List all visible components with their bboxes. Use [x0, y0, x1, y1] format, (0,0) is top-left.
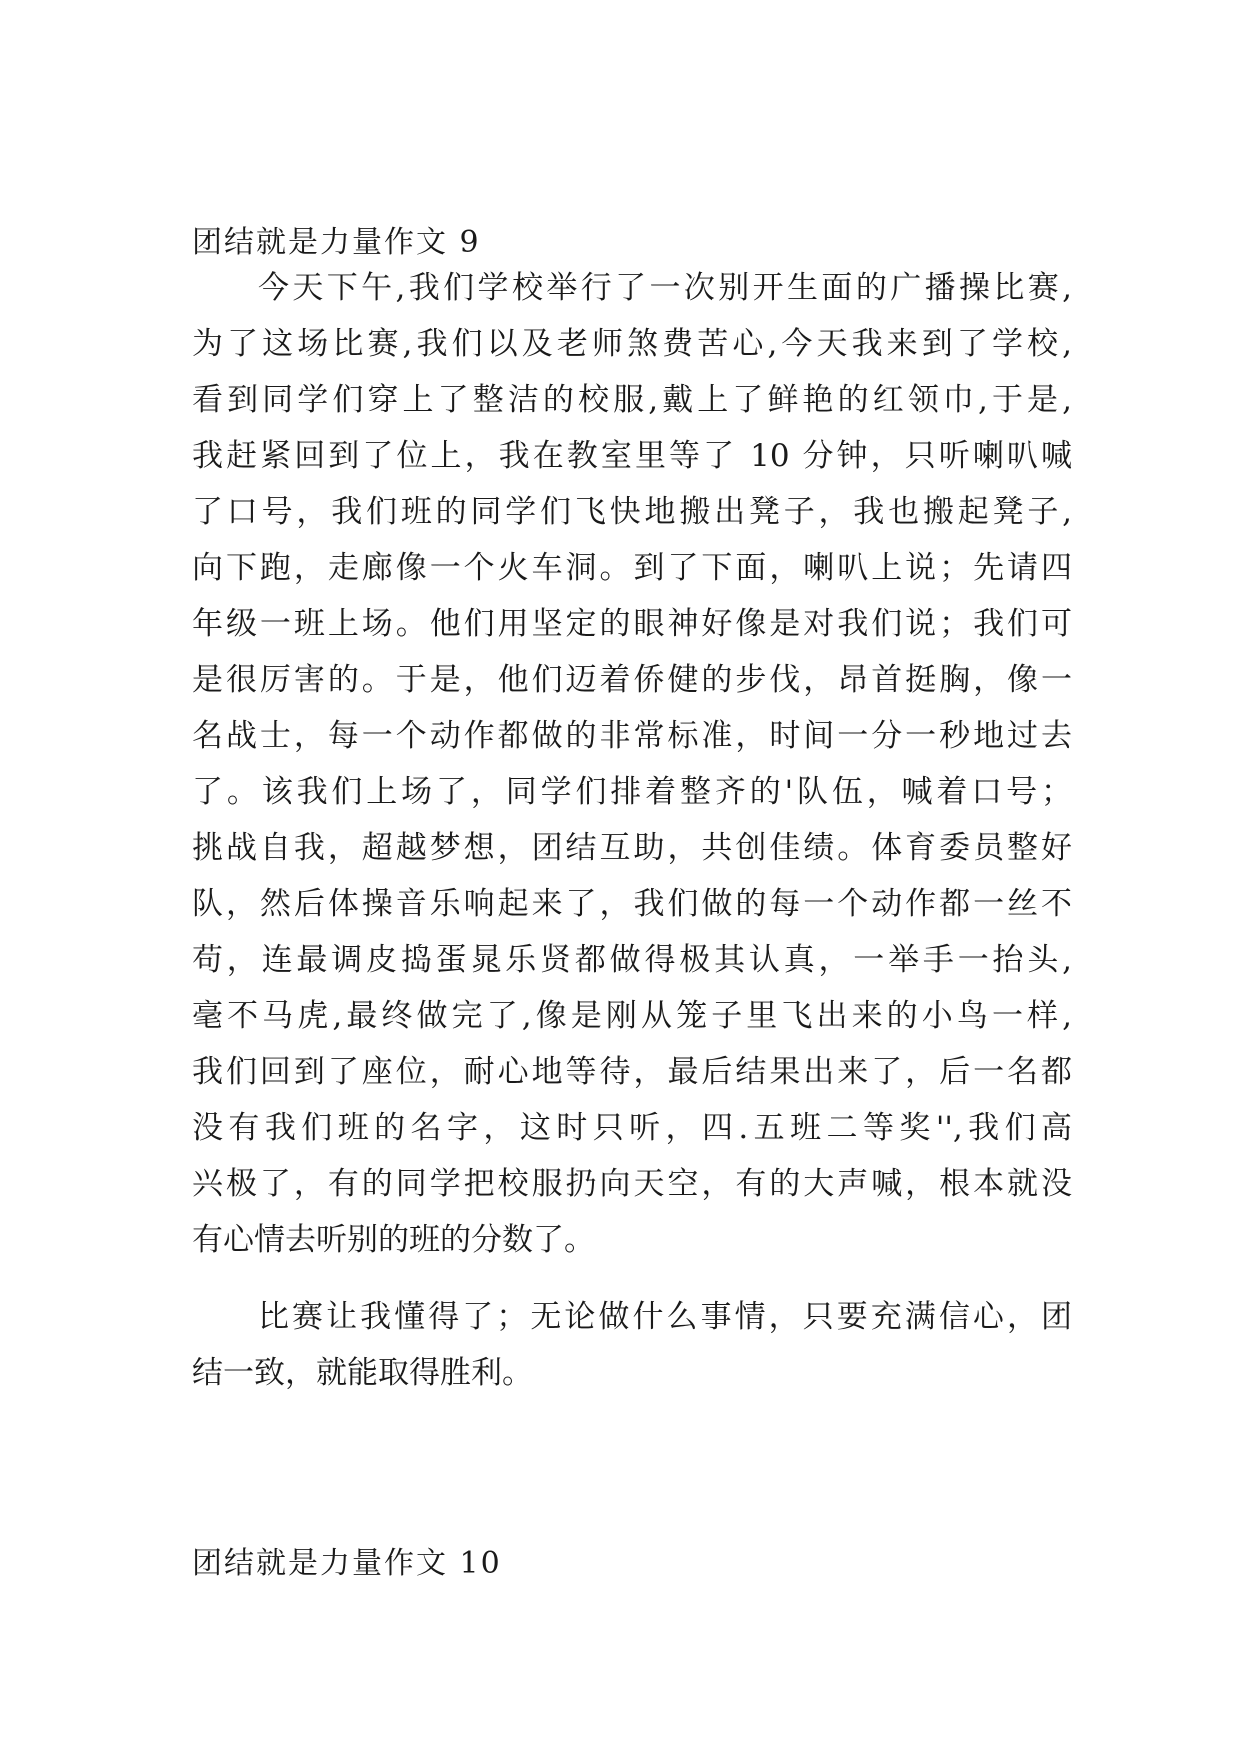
paragraph-1-line: 名战士，每一个动作都做的非常标准，时间一分一秒地过去 [192, 718, 1072, 754]
paragraph-1-line: 是很厉害的。于是，他们迈着侨健的步伐，昂首挺胸，像一 [192, 662, 1072, 698]
paragraph-1-line: 我赶紧回到了位上，我在教室里等了 10 分钟，只听喇叭喊 [192, 438, 1072, 474]
paragraph-1-line: 兴极了，有的同学把校服扔向天空，有的大声喊，根本就没 [192, 1166, 1072, 1202]
paragraph-1-line: 我们回到了座位，耐心地等待，最后结果出来了，后一名都 [192, 1054, 1072, 1090]
paragraph-1-line: 挑战自我，超越梦想，团结互助，共创佳绩。体育委员整好 [192, 830, 1072, 866]
paragraph-1-line: 毫不马虎,最终做完了,像是刚从笼子里飞出来的小鸟一样, [192, 998, 1072, 1034]
essay-title-9: 团结就是力量作文 9 [192, 225, 481, 260]
paragraph-1-line: 没有我们班的名字，这时只听，四.五班二等奖'',我们高 [192, 1110, 1072, 1146]
paragraph-1-line: 队，然后体操音乐响起来了，我们做的每一个动作都一丝不 [192, 886, 1072, 922]
paragraph-1-line: 有心情去听别的班的分数了。 [192, 1222, 595, 1258]
paragraph-2-line: 比赛让我懂得了；无论做什么事情，只要充满信心，团 [258, 1299, 1072, 1335]
paragraph-1-line: 苟，连最调皮捣蛋晁乐贤都做得极其认真，一举手一抬头, [192, 942, 1072, 978]
paragraph-1-line: 为了这场比赛,我们以及老师煞费苦心,今天我来到了学校, [192, 326, 1072, 362]
paragraph-1-line: 了。该我们上场了，同学们排着整齐的'队伍，喊着口号； [192, 774, 1072, 810]
paragraph-1-line: 今天下午,我们学校举行了一次别开生面的广播操比赛, [258, 270, 1072, 306]
paragraph-1-line: 了口号，我们班的同学们飞快地搬出凳子，我也搬起凳子, [192, 494, 1072, 530]
paragraph-1-line: 看到同学们穿上了整洁的校服,戴上了鲜艳的红领巾,于是, [192, 382, 1072, 418]
essay-title-10: 团结就是力量作文 10 [192, 1546, 502, 1581]
paragraph-1-line: 向下跑，走廊像一个火车洞。到了下面，喇叭上说；先请四 [192, 550, 1072, 586]
paragraph-2-line: 结一致，就能取得胜利。 [192, 1355, 533, 1391]
paragraph-1-line: 年级一班上场。他们用坚定的眼神好像是对我们说；我们可 [192, 606, 1072, 642]
